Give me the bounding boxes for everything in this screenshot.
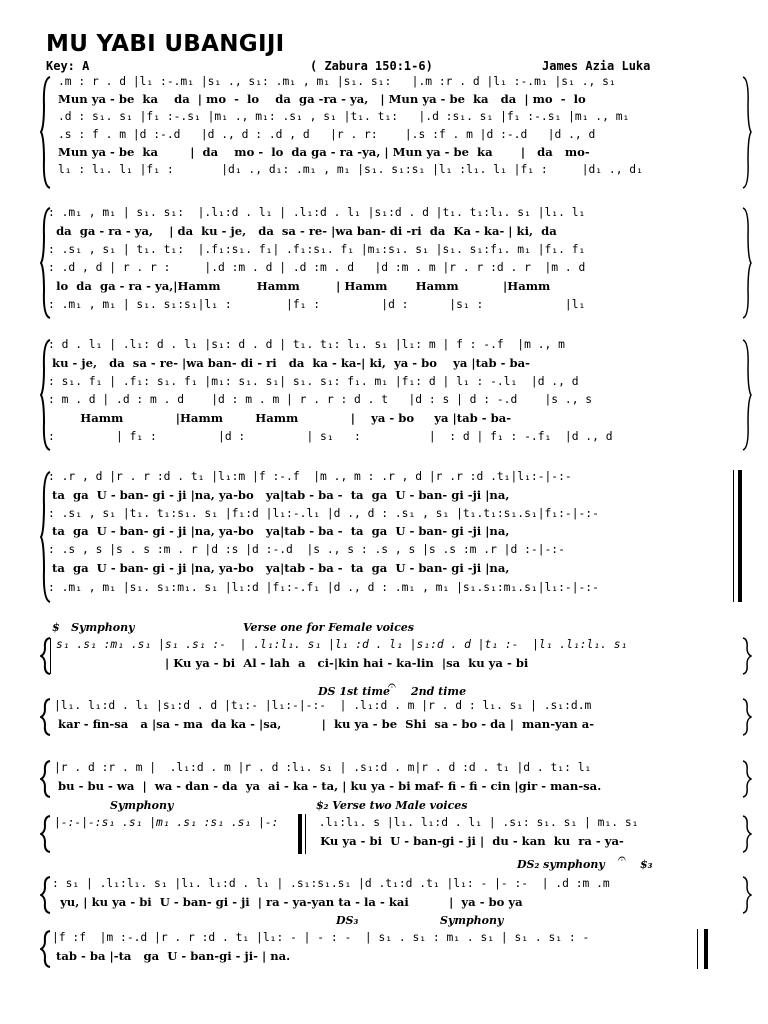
song-title: MU YABI UBANGIJI [46,31,285,57]
composer-name: James Azia Luka [542,59,651,73]
final-barline-thin [733,470,734,602]
segno-3-label: $₃ [640,858,653,871]
alto-solfa: .d : s₁. s₁ |f₁ :-.s₁ |m₁ ., m₁: .s₁ , s₁ |t₁. t₁: |.d :s₁. s₁ |f₁ :-.s₁ |m₁ ., m₁ [58,110,630,123]
lyric-line: da ga - ra - ya, | da ku - je, da sa - re- |wa ban- di -ri da Ka - ka- | ki, da [48,224,557,238]
symphony-label: Symphony [110,799,174,812]
score-system-2 [40,206,752,320]
tenor-solfa: : .s , s |s . s :m . r |d :s |d :-.d |s ., s : .s , s |s .s :m .r |d :-|-:- [48,543,565,556]
score-system-4 [40,470,752,604]
bass-solfa: : .m₁ , m₁ | s₁. s₁:s₁|l₁ : |f₁ : |d : |s₁ : |l₁ [48,298,586,311]
tenor-solfa: .s : f . m |d :-.d |d ., d : .d , d |r . r: |.s :f . m |d :-.d |d ., d [58,128,596,141]
lyric-line: ta ga U - ban- gi - ji |na, ya-bo ya|tab - ba - ta ga U - ban- gi -ji |na, [48,488,510,502]
double-barline [298,814,302,854]
lyric-line: Mun ya - be ka | da mo - lo da ga - ra -ya, | Mun ya - be ka | da mo- [58,145,590,159]
left-brace [40,759,52,799]
right-brace [742,875,752,915]
unison-system-2 [40,697,752,737]
ds2-symphony-label: DS₂ symphony [517,858,605,871]
left-brace [40,929,52,969]
right-brace [742,75,752,190]
unison-system-5 [40,875,752,915]
final-barline [704,929,708,969]
symphony-label: Symphony [440,914,504,927]
melody-solfa: s₁ .s₁ :m₁ .s₁ |s₁ .s₁ :- | .l₁:l₁. s₁ |l₁ :d . l₁ |s₁:d . d |t₁ :- |l₁ .l₁:l₁. s₁ [56,638,628,651]
soprano-solfa: .m : r . d |l₁ :-.m₁ |s₁ ., s₁: .m₁ , m₁ |s₁. s₁: |.m :r . d |l₁ :-.m₁ |s₁ ., s₁ [58,75,616,88]
bass-solfa: l₁ : l₁. l₁ |f₁ : |d₁ ., d₁: .m₁ , m₁ |s₁. s₁:s₁ |l₁ :l₁. l₁ |f₁ : |d₁ ., d₁ [58,163,643,176]
verse-two-label: $₂ Verse two Male voices [316,799,468,812]
melody-solfa: |f :f |m :-.d |r . r :d . t₁ |l₁: - | - : - | s₁ . s₁ : m₁ . s₁ | s₁ . s₁ : - [52,931,590,944]
symphony-solfa: |-:-|-:s₁ .s₁ |m₁ .s₁ :s₁ .s₁ |-: [54,816,279,829]
left-brace [40,697,52,737]
fermata-icon: 𝄐 [618,851,626,867]
left-brace [40,75,52,190]
ds3-label: DS₃ [336,914,359,927]
fermata-icon: 𝄐 [388,678,396,694]
melody-solfa: |r . d :r . m | .l₁:d . m |r . d :l₁. s₁ | .s₁:d . m|r . d :d . t₁ |d . t₁: l₁ [54,761,592,774]
right-brace [742,338,752,452]
unison-system-1 [40,636,752,676]
melody-solfa: .l₁:l₁. s |l₁. l₁:d . l₁ | .s₁: s₁. s₁ | m₁. s₁ [312,816,639,829]
lyric-line: Hamm |Hamm Hamm | ya - bo ya |tab - ba- [48,411,512,425]
lyric-line: ta ga U - ban- gi - ji |na, ya-bo ya|tab - ba - ta ga U - ban- gi -ji |na, [48,561,510,575]
soprano-solfa: : .m₁ , m₁ | s₁. s₁: |.l₁:d . l₁ | .l₁:d . l₁ |s₁:d . d |t₁. t₁:l₁. s₁ |l₁. l₁ [48,206,586,219]
soprano-solfa: : d . l₁ | .l₁: d . l₁ |s₁: d . d | t₁. t₁: l₁. s₁ |l₁: m | f : -.f |m ., m [48,338,565,351]
lyric-line: lo da ga - ra - ya,|Hamm Hamm | Hamm Hamm |Hamm [48,279,551,293]
double-barline-thin [305,814,306,854]
tenor-solfa: : m . d | .d : m . d |d : m . m | r . r : d . t |d : s | d : -.d |s ., s [48,393,593,406]
right-brace [742,814,752,854]
bass-solfa: : .m₁ , m₁ |s₁. s₁:m₁. s₁ |l₁:d |f₁:-.f₁ |d ., d : .m₁ , m₁ |s₁.s₁:m₁.s₁|l₁:-|-:- [48,581,599,594]
lyric-line: ta ga U - ban- gi - ji |na, ya-bo ya|tab - ba - ta ga U - ban- gi -ji |na, [48,524,510,538]
unison-system-3 [40,759,752,799]
lyric-line: yu, | ku ya - bi U - ban- gi - ji | ra - ya-yan ta - la - kai | ya - bo ya [52,895,523,909]
lyric-line: Mun ya - be ka da | mo - lo da ga -ra - ya, | Mun ya - be ka da | mo - lo [58,92,586,106]
right-brace [742,697,752,737]
key-signature: Key: A [46,59,90,73]
alto-solfa: : .s₁ , s₁ |t₁. t₁:s₁. s₁ |f₁:d |l₁:-.l₁ |d ., d : .s₁ , s₁ |t₁.t₁:s₁.s₁|f₁:-|-:- [48,507,599,520]
final-barline [738,470,742,602]
right-brace [742,636,752,676]
lyric-line: tab - ba |-ta ga U - ban-gi - ji- | na. [52,949,291,963]
right-brace [742,206,752,320]
left-brace [40,875,52,915]
left-brace [40,814,52,854]
alto-solfa: : s₁. f₁ | .f₁: s₁. f₁ |m₁: s₁. s₁| s₁. s₁: f₁. m₁ |f₁: d | l₁ : -.l₁ |d ., d [48,375,579,388]
soprano-solfa: : .r , d |r . r :d . t₁ |l₁:m |f :-.f |m ., m : .r , d |r .r :d .t₁|l₁:-|-:- [48,470,572,483]
lyric-line: ku - je, da sa - re- |wa ban- di - ri da ka - ka-| ki, ya - bo ya |tab - ba- [48,356,530,370]
scripture-reference: ( Zabura 150:1-6) [310,59,433,73]
score-system-1 [40,75,752,190]
bass-solfa: : | f₁ : |d : | s₁ : | : d | f₁ : -.f₁ |d ., d [48,430,613,443]
second-time-label: 2nd time [411,685,467,698]
melody-solfa: : s₁ | .l₁:l₁. s₁ |l₁. l₁:d . l₁ | .s₁:s₁.s₁ |d .t₁:d .t₁ |l₁: - |- :- | .d :m .m [52,877,610,890]
score-system-3 [40,338,752,452]
symphony-label: $ Symphony [52,621,135,634]
tenor-solfa: : .d , d | r . r : |.d :m . d | .d :m . d |d :m . m |r . r :d . r |m . d [48,261,586,274]
lyric-line: kar - fin-sa a |sa - ma da ka - |sa, | ku ya - be Shi sa - bo - da | man-yan a- [54,717,595,731]
alto-solfa: : .s₁ , s₁ | t₁. t₁: |.f₁:s₁. f₁| .f₁:s₁. f₁ |m₁:s₁. s₁ |s₁. s₁:f₁. m₁ |f₁. f₁ [48,243,586,256]
lyric-line: | Ku ya - bi Al - lah a ci-|kin hai - ka-lin |sa ku ya - bi [56,656,529,670]
final-barline-thin [697,929,698,969]
unison-system-4 [40,814,752,854]
barline [50,638,51,674]
ds-first-time-label: DS 1st time [318,685,390,698]
verse-one-label: Verse one for Female voices [243,621,414,634]
melody-solfa: |l₁. l₁:d . l₁ |s₁:d . d |t₁:- |l₁:-|-:- | .l₁:d . m |r . d : l₁. s₁ | .s₁:d.m [54,699,592,712]
lyric-line: Ku ya - bi U - ban-gi - ji | du - kan ku ra - ya- [312,834,624,848]
lyric-line: bu - bu - wa | wa - dan - da ya ai - ka - ta, | ku ya - bi maf- fi - fi - cin |gir - man-sa. [54,779,602,793]
right-brace [742,759,752,799]
unison-system-6 [40,929,752,969]
